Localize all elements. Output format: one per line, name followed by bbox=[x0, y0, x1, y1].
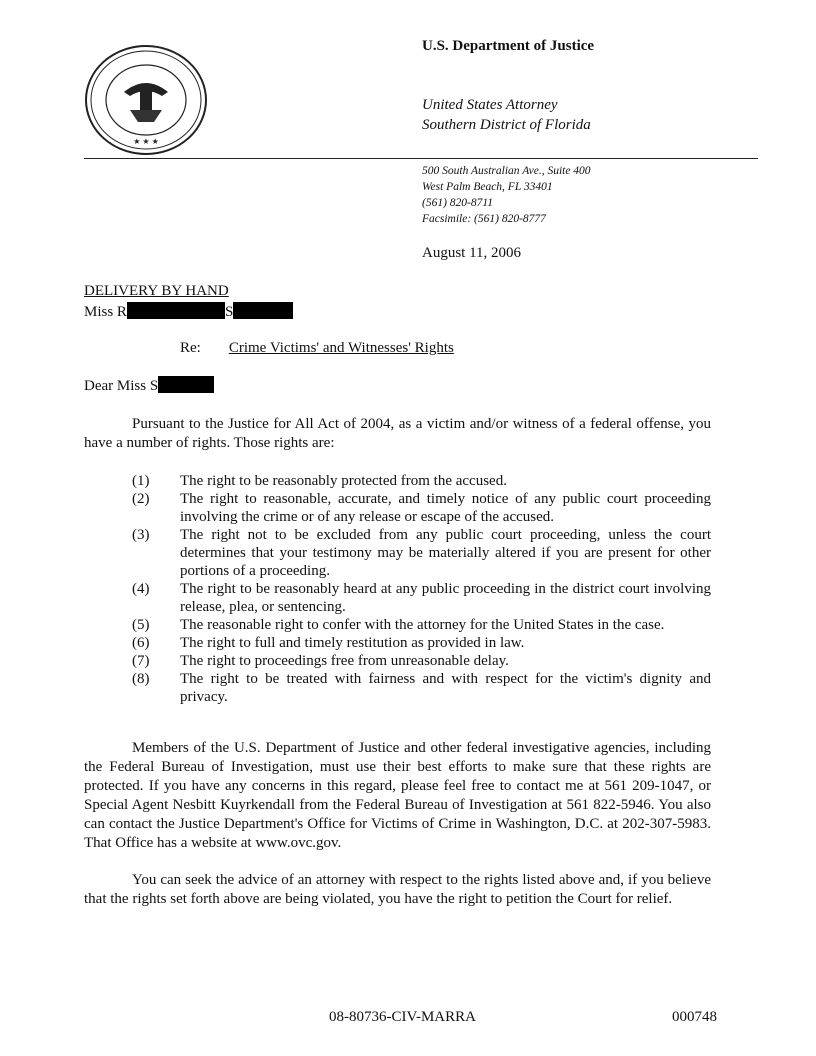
list-item bbox=[132, 652, 711, 670]
list-item bbox=[132, 616, 711, 634]
case-number: 08-80736-CIV-MARRA bbox=[329, 1009, 476, 1025]
list-item-text: The right to full and timely restitution as provided in law. bbox=[180, 635, 525, 651]
list-item-text: The right not to be excluded from any public court proceeding, unless the court determines that your testimony may be materially altered if you are present for other portions of a proceeding. bbox=[180, 527, 711, 579]
paragraph-text: You can seek the advice of an attorney with respect to the rights listed above and, if you believe that the rights set forth above are being violated, you have the right to petition the Court for relief. bbox=[84, 872, 711, 907]
address-line-2: West Palm Beach, FL 33401 bbox=[422, 181, 553, 193]
address-line-1: 500 South Australian Ave., Suite 400 bbox=[422, 165, 591, 177]
re-subject: Crime Victims' and Witnesses' Rights bbox=[228, 340, 454, 356]
fax-line: Facsimile: (561) 820-8777 bbox=[422, 213, 546, 225]
list-item bbox=[132, 580, 711, 616]
doj-seal-logo bbox=[84, 44, 208, 156]
list-item-number: (5) bbox=[132, 617, 150, 633]
list-item-number: (4) bbox=[132, 581, 150, 597]
list-item-text: The reasonable right to confer with the attorney for the United States in the case. bbox=[180, 617, 665, 633]
list-item-number: (6) bbox=[132, 635, 150, 651]
letter-date: August 11, 2006 bbox=[422, 245, 522, 261]
rights-protection-paragraph bbox=[84, 739, 711, 853]
list-item-number: (2) bbox=[132, 491, 150, 507]
svg-text:★ ★ ★: ★ ★ ★ bbox=[133, 137, 159, 146]
list-item-number: (8) bbox=[132, 671, 150, 687]
list-item-text: The right to proceedings free from unreasonable delay. bbox=[180, 653, 509, 669]
paragraph-text: Members of the U.S. Department of Justice and other federal investigative agencies, including the Federal Bureau of Investigation, must use their best efforts to make sure that these rights are protected. If you have any concerns in this regard, please feel free to contact me at 561 209-1047, or Special Agent Nesbitt Kuyrkendall from the Federal Bureau of Investigation at 561 822-5946. You also can contact the Justice Department's Office for Victims of Crime in Washington, D.C. at 202-307-5983. That Office has a website at www.ovc.gov. bbox=[84, 740, 711, 851]
list-item-text: The right to reasonable, accurate, and timely notice of any public court proceeding involving the crime or of any release or escape of the accused. bbox=[180, 491, 711, 525]
intro-text: Pursuant to the Justice for All Act of 2004, as a victim and/or witness of a federal offense, you have a number of rights. Those rights are: bbox=[84, 416, 711, 451]
list-item bbox=[132, 472, 711, 490]
salutation bbox=[84, 376, 214, 395]
list-item-text: The right to be treated with fairness and with respect for the victim's dignity and privacy. bbox=[180, 671, 711, 705]
address-block bbox=[422, 163, 591, 227]
intro-paragraph bbox=[84, 415, 711, 453]
recipient-prefix: Miss R bbox=[84, 304, 127, 320]
letterhead-divider bbox=[84, 158, 758, 159]
phone-line: (561) 820-8711 bbox=[422, 197, 494, 209]
rights-list bbox=[132, 472, 711, 706]
page-number: 000748 bbox=[672, 1009, 717, 1025]
office-block bbox=[422, 95, 591, 135]
re-label: Re: bbox=[180, 340, 201, 356]
list-item bbox=[132, 526, 711, 580]
recipient-line bbox=[84, 302, 293, 321]
list-item-text: The right to be reasonably protected from the accused. bbox=[180, 473, 507, 489]
office-line-2: Southern District of Florida bbox=[422, 117, 591, 133]
office-line-1: United States Attorney bbox=[422, 97, 558, 113]
list-item-text: The right to be reasonably heard at any public proceeding in the district court involving release, plea, or sentencing. bbox=[180, 581, 711, 615]
delivery-method: DELIVERY BY HAND bbox=[84, 283, 229, 299]
re-line bbox=[180, 340, 454, 357]
redaction-bar bbox=[158, 376, 214, 393]
department-name: U.S. Department of Justice bbox=[422, 38, 595, 54]
list-item bbox=[132, 670, 711, 706]
recipient-middle: S bbox=[224, 304, 234, 320]
salutation-text: Dear Miss S bbox=[84, 378, 159, 394]
redaction-bar bbox=[127, 302, 225, 319]
list-item bbox=[132, 490, 711, 526]
list-item-number: (3) bbox=[132, 527, 150, 543]
redaction-bar bbox=[233, 302, 293, 319]
list-item-number: (1) bbox=[132, 473, 150, 489]
attorney-advice-paragraph bbox=[84, 871, 711, 909]
list-item bbox=[132, 634, 711, 652]
list-item-number: (7) bbox=[132, 653, 150, 669]
